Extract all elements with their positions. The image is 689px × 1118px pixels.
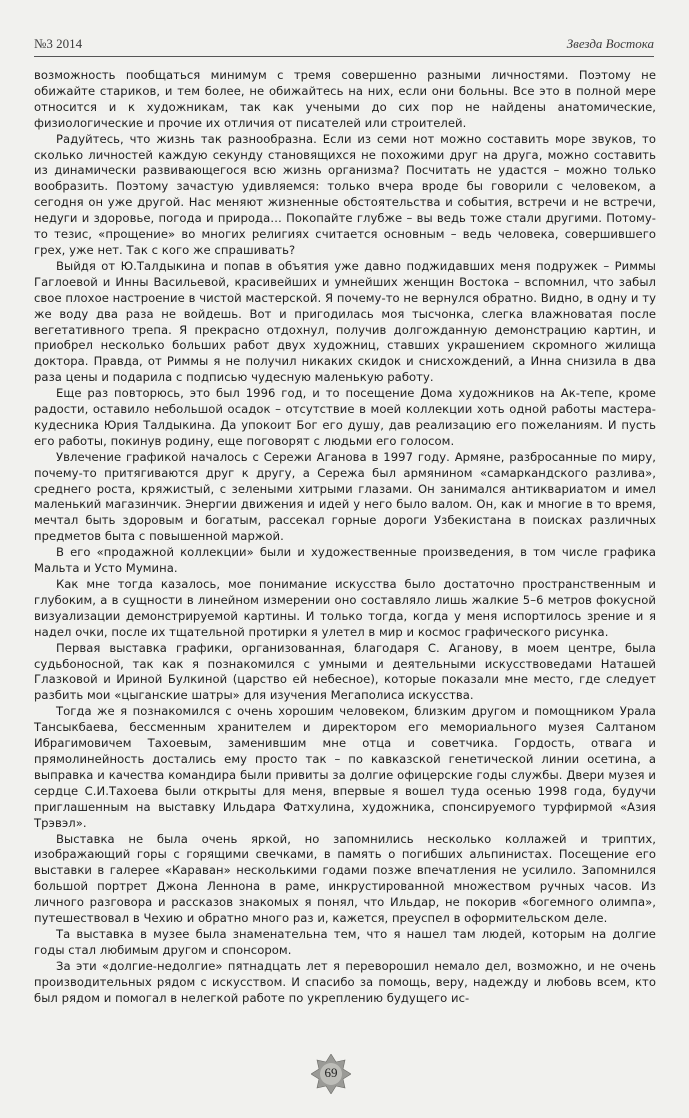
paragraph: Выйдя от Ю.Талдыкина и попав в объятия уже давно поджидавших меня подружек – Риммы Гаглоевой и Инны Васильевой, красивейших и умнейших женщин Востока – вспомнил, что забыл свое плохое настроение в чистой мастерской. Я почему-то не вернулся обратно. Видно, в одну и ту же воду два раза не войдешь. Вот и пригодилась моя тысчонка, слегка влажноватая после вегетативного трепа. Я прекрасно отдохнул, получив долгожданную демонстрацию картин, и приобрел несколько больших работ двух художниц, ставших украшением скромного жилища доктора. Правда, от Риммы я не получил никаких скидок и снисхождений, а Инна снизила в два раза цены и подарила с подписью чудесную маленькую работу.	[34, 258, 656, 385]
paragraph: В его «продажной коллекции» были и художественные произведения, в том числе графика Мальта и Усто Мумина.	[34, 545, 656, 576]
paragraph: Тогда же я познакомился с очень хорошим человеком, близким другом и помощником Урала Тансыкбаева, бессменным хранителем и директором его мемориального музея Салтаном Ибрагимовичем Тахоевым, заменившим мне отца и советчика. Гордость, отвага и прямолинейность достались ему просто так – по кавказской генетической линии осетина, а выправка и качества командира были привиты за долгие офицерские годы службы. Двери музея и сердце С.И.Тахоева были открыты для меня, впервые я вошел туда осенью 1998 года, будучи приглашенным на выставку Ильдара Фатхулина, художника, спонсируемого турфирмой «Азия Трэвэл».	[34, 704, 656, 830]
paragraph: Выставка не была очень яркой, но запомнились несколько коллажей и триптих, изображающий горы с горящими свечками, в память о погибших альпинистах. Посещение его выставки в галерее «Караван» несколькими годами позже впечатления не усилило. Запомнился большой портрет Джона Леннона в раме, инкрустированной множеством ручных часов. Из личного разговора и рассказов знакомых я понял, что Ильдар, не покорив «богемного олимпа», путешествовал в Чехию и обратно много раз и, кажется, преуспел в оформительском деле.	[34, 831, 656, 926]
issue-label: №3 2014	[34, 36, 83, 51]
paragraph: За эти «долгие-недолгие» пятнадцать лет я переворошил немало дел, возможно, и не очень производительных рядом с искусством. И спасибо за помощь, веру, надежду и любовь всем, кто был рядом и помогал в нелегкой работе по укреплению будущего ис-	[34, 958, 656, 1005]
header-divider	[34, 56, 654, 57]
paragraph: Радуйтесь, что жизнь так разнообразна. Если из семи нот можно составить море звуков, то сколько личностей каждую секунду становящихся не похожими друг на друга, можно составить из динамически развивающегося всю жизнь организма? Посчитать не удастся – можно только вообразить. Поэтому зачастую удивляемся: только вчера вроде бы говорили с человеком, а сегодня он уже другой. Нас меняют жизненные обстоятельства и события, встречи и не встречи, недуги и здоровье, погода и природа… Покопайте глубже – вы ведь тоже стали другими. Потому-то тезис, «прощение» во многих религиях считается основным – ведь человека, совершившего грех, уже нет. Так с кого же спрашивать?	[34, 131, 656, 257]
journal-title: Звезда Востока	[566, 36, 654, 51]
paragraph: Еще раз повторюсь, это был 1996 год, и то посещение Дома художников на Ак-тепе, кроме радости, оставило небольшой осадок – отсутствие в моей коллекции хоть одной работы мастера-кудесника Юрия Талдыкина. Да упокоит Бог его душу, дав реализацию его пожеланиям. И пусть его работы, покинув родину, еще поговорят с людьми его голосом.	[34, 386, 656, 448]
article-body	[34, 68, 656, 1006]
paragraph: Та выставка в музее была знаменательна тем, что я нашел там людей, которым на долгие годы стал любимым другом и спонсором.	[34, 926, 656, 957]
paragraph: возможность пообщаться минимум с тремя совершенно разными личностями. Поэтому не обижайте стариков, и тем более, не обижайтесь на них, если они больны. Все это в полной мере относится и к художникам, так как учеными до сих пор не найдены анатомические, физиологические и прочие их отличия от писателей или строителей.	[34, 68, 656, 130]
paragraph: Первая выставка графики, организованная, благодаря С. Аганову, в моем центре, была судьбоносной, так как я познакомился с умными и деятельными искусствоведами Наташей Глазковой и Ириной Булкиной (царство ей небесное), которые показали мне место, где следует разбить мои «цыганские шатры» для изучения Мегаполиса искусства.	[34, 640, 656, 703]
paragraph: Как мне тогда казалось, мое понимание искусства было достаточно пространственным и глубоким, а в сущности в линейном измерении оно составляло лишь жалкие 5–6 метров фокусной визуализации демонстрируемой картины. И только тогда, когда у меня испортилось зрение и я надел очки, после их тщательной протирки я улетел в мир и космос графического рисунка.	[34, 577, 656, 639]
page-number-badge	[311, 1054, 351, 1094]
paragraph: Увлечение графикой началось с Сережи Аганова в 1997 году. Армяне, разбросанные по миру, почему-то притягиваются друг к другу, а Сережа был армянином «самаркандского разлива», среднего роста, кряжистый, с зелеными хитрыми глазами. Он занимался антиквариатом и имел маленький магазинчик. Энергии движения и идей у него было валом. Он, как и многие в то время, мечтал быть здоровым и богатым, рассекал горные дороги Узбекистана в поисках различных предметов быта с повышенной маржой.	[34, 449, 656, 544]
page-number: 69	[324, 1065, 338, 1080]
